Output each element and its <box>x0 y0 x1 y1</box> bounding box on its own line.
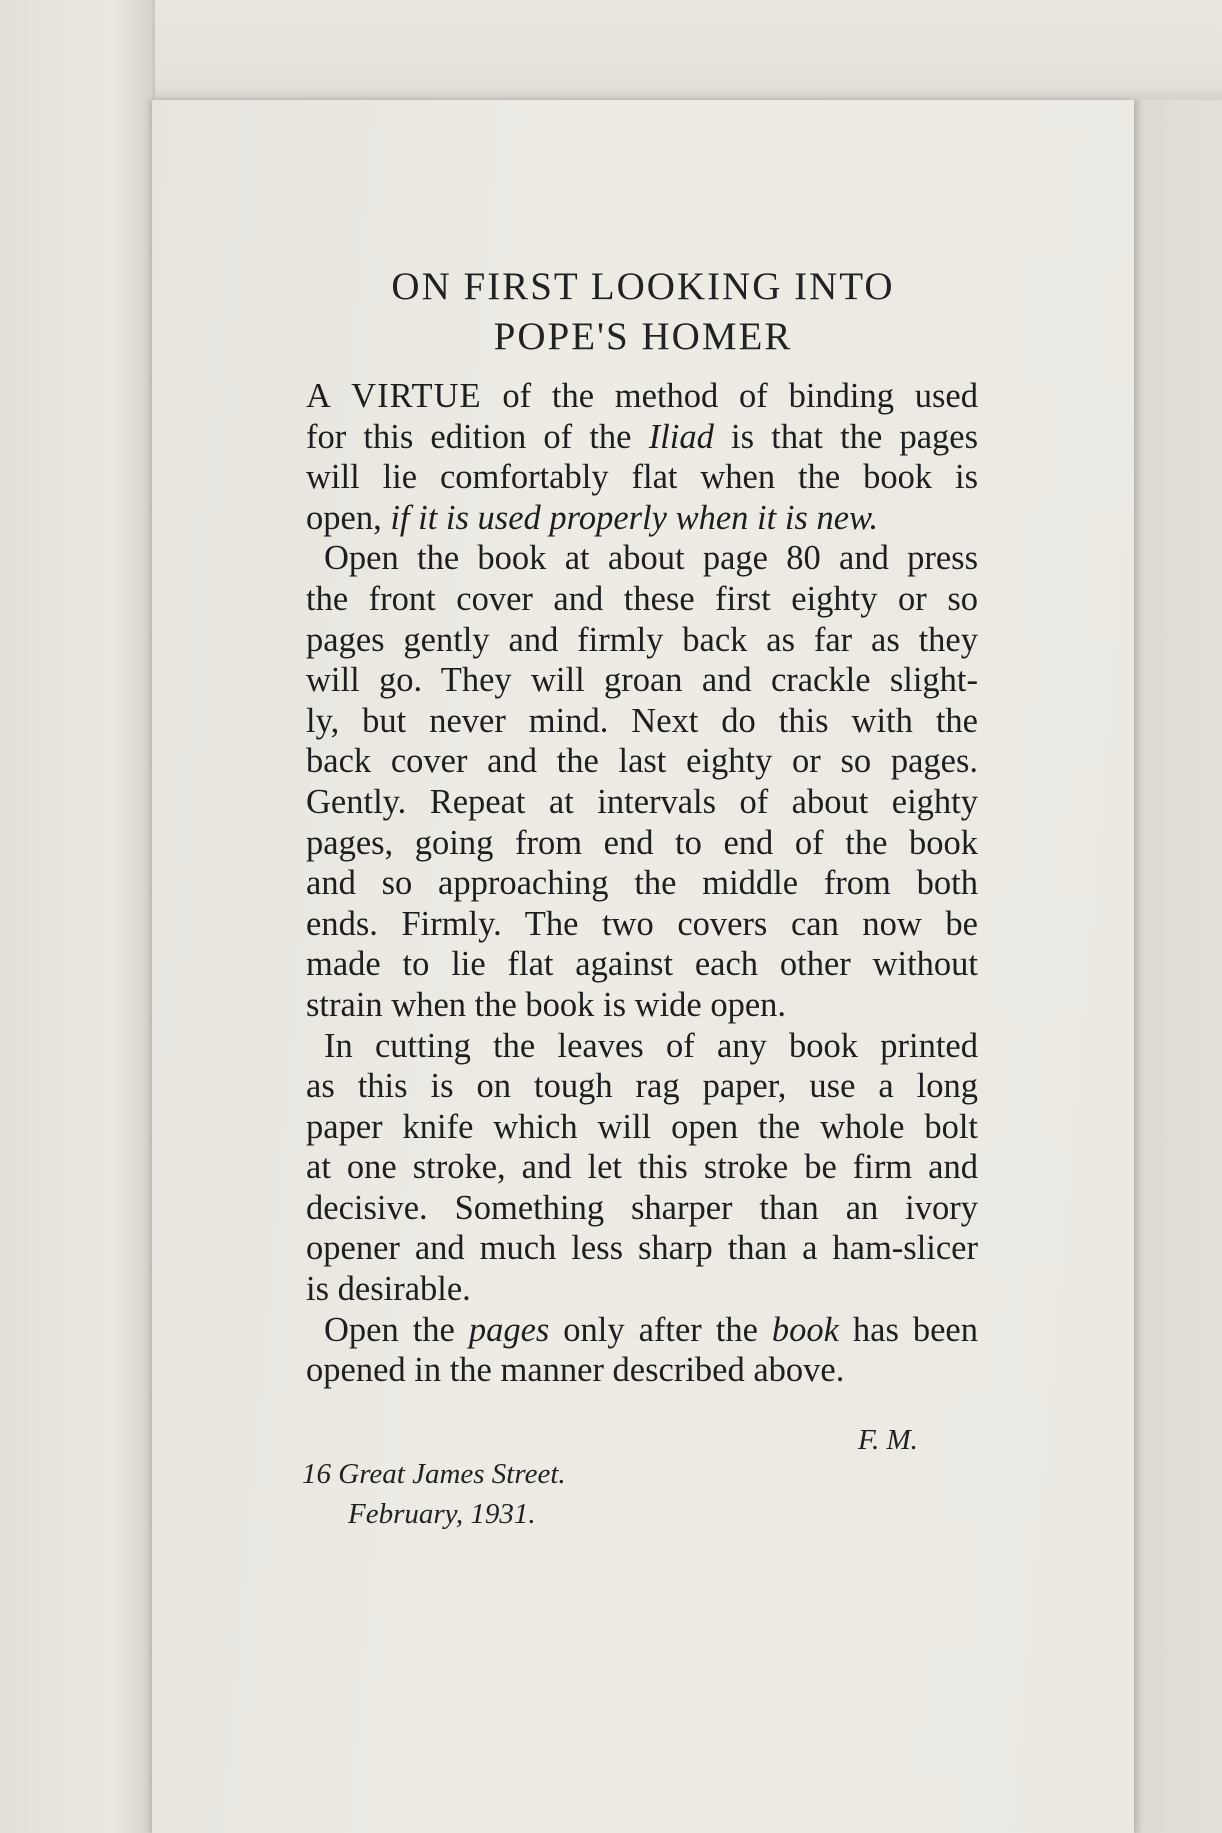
text-fragment: for this edition of the <box>306 417 632 456</box>
text-fragment: has been <box>852 1310 978 1349</box>
text-line: strain when the book is wide open. <box>306 985 787 1024</box>
text-line <box>306 1310 978 1351</box>
text-line: opener and much less sharp than a ham-slicer <box>306 1229 978 1268</box>
paragraph-4 <box>306 1310 978 1391</box>
paragraph-3 <box>306 1026 978 1310</box>
text-line: Gently. Repeat at intervals of about eighty <box>306 782 978 821</box>
text-line: Open the book at about page 80 and press <box>324 539 978 578</box>
italic-title: Iliad <box>648 417 714 456</box>
text-line: the front cover and these first eighty or so <box>306 579 978 618</box>
text-fragment: open, <box>306 498 382 537</box>
italic-emphasis: if it is used properly when it is new. <box>390 498 879 537</box>
italic-emphasis: pages <box>468 1310 550 1349</box>
text-line: made to lie flat against each other without <box>306 945 978 984</box>
text-line: pages, going from end to end of the book <box>306 823 978 862</box>
text-fragment: of the method of binding used <box>502 377 978 415</box>
text-line <box>306 417 978 458</box>
text-line: will lie comfortably flat when the book is <box>306 458 978 497</box>
address: 16 Great James Street. <box>302 1458 566 1490</box>
text-line: will go. They will groan and crackle slight- <box>306 661 978 700</box>
text-fragment: is that the pages <box>731 417 979 456</box>
text-line: pages gently and firmly back as far as they <box>306 620 978 659</box>
page-top-margin-background <box>155 0 1222 100</box>
text-fragment: Open the <box>324 1310 455 1349</box>
text-fragment: only after the <box>563 1310 758 1349</box>
italic-emphasis: book <box>771 1310 839 1349</box>
body-text <box>306 376 978 1391</box>
text-line: is desirable. <box>306 1270 471 1309</box>
page-title-line-2: POPE'S HOMER <box>493 315 793 358</box>
text-line: decisive. Something sharper than an ivory <box>306 1188 978 1227</box>
text-line: as this is on tough rag paper, use a long <box>306 1067 978 1106</box>
text-line: ly, but never mind. Next do this with the <box>306 701 978 740</box>
text-line: at one stroke, and let this stroke be firm and <box>306 1148 978 1187</box>
drop-word: A VIRTUE <box>306 377 482 415</box>
signature-initials: F. M. <box>858 1424 918 1456</box>
paragraph-1 <box>306 376 978 538</box>
text-line: and so approaching the middle from both <box>306 864 978 903</box>
text-line: back cover and the last eighty or so pages. <box>306 742 978 781</box>
previous-page-edge <box>0 0 155 1833</box>
text-line <box>306 498 978 539</box>
text-line: ends. Firmly. The two covers can now be <box>306 904 978 943</box>
text-line: paper knife which will open the whole bolt <box>306 1107 978 1146</box>
text-line: In cutting the leaves of any book printed <box>324 1026 978 1065</box>
page-title-line-1: ON FIRST LOOKING INTO <box>391 265 895 308</box>
text-line <box>306 376 978 417</box>
date: February, 1931. <box>348 1498 536 1530</box>
text-line: opened in the manner described above. <box>306 1351 845 1390</box>
right-background <box>1134 100 1222 1833</box>
paragraph-2 <box>306 538 978 1025</box>
